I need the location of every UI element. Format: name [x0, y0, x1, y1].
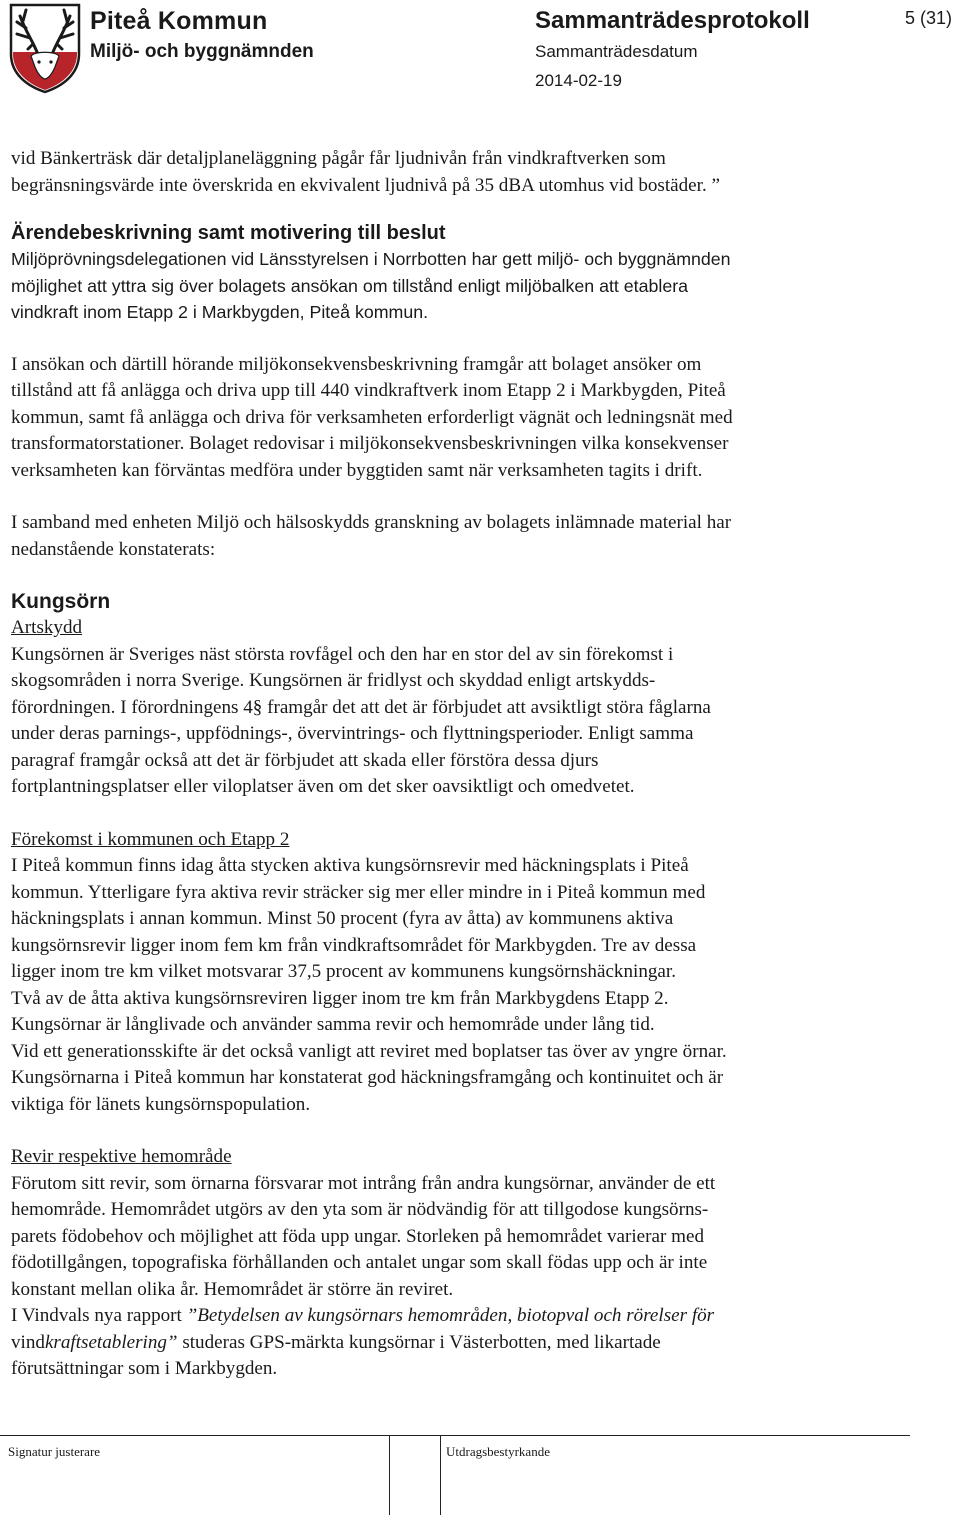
committee-name: Miljö- och byggnämnden: [90, 41, 314, 62]
forekomst-paragraph: [11, 853, 951, 1118]
intro-line: [11, 173, 951, 200]
extract-label: Utdragsbestyrkande: [446, 1444, 550, 1459]
meeting-date: 2014-02-19: [535, 71, 622, 90]
paragraph-line: ligger inom tre km vilket motsvarar 37,5 procent av kommunens kungsörnshäckningar.: [11, 961, 676, 982]
paragraph-line: paragraf framgår också att det är förbjudet att skada eller förstöra dessa djurs: [11, 749, 599, 771]
paragraph-line: [11, 1330, 951, 1357]
intro-line: vid Bänkerträsk där detaljplaneläggning pågår får ljudnivån från vindkraftverken som: [11, 148, 666, 169]
report-rest: studeras GPS-märkta kungsörnar i Västerbotten, med likartade: [177, 1331, 661, 1353]
paragraph-line: fortplantningsplatser eller viloplatser även om det sker oavsiktligt och omedvetet.: [11, 776, 635, 797]
report-title-italic: kraftsetablering”: [44, 1331, 178, 1353]
report-title: ”Betydelsen av kungsörnars hemområden, biotopval och rörelser för: [186, 1305, 715, 1326]
paragraph-line: parets födobehov och möjlighet att föda upp ungar. Storleken på hemområdet varierar med: [11, 1225, 704, 1247]
paragraph-line: Vid ett generationsskifte är det också vanligt att reviret med boplatser tas över av yngre örnar.: [11, 1040, 727, 1062]
closing-quote: ”: [711, 174, 720, 196]
application-paragraph: [11, 352, 951, 485]
document-type: Sammanträdesprotokoll: [535, 7, 810, 34]
meeting-date-label: Sammanträdesdatum: [535, 42, 698, 61]
paragraph-line: skogsområden i norra Sverige. Kungsörnen är fridlyst och skyddad enligt artskydds-: [11, 670, 656, 691]
paragraph-line: Två av de åtta aktiva kungsörnsreviren ligger inom tre km från Markbygdens Etapp 2.: [11, 987, 669, 1009]
report-prefix: I Vindvals nya rapport: [11, 1305, 187, 1326]
paragraph-line: Kungsörnar är långlivade och använder samma revir och hemområde under lång tid.: [11, 1014, 655, 1035]
paragraph-line: födotillgången, topografiska förhållanden och antalet ungar som skall födas upp och är inte: [11, 1252, 708, 1273]
paragraph-line: Kungsörnarna i Piteå kommun har konstaterat god häckningsframgång och kontinuitet och är: [11, 1067, 724, 1088]
paragraph-line: hemområde. Hemområdet utgörs av den yta som är nödvändig för att tillgodose kungsörns-: [11, 1199, 709, 1220]
footer-divider: [389, 1435, 390, 1515]
paragraph-line: kommun. Ytterligare fyra aktiva revir sträcker sig mer eller mindre in i Piteå kommun med: [11, 881, 706, 903]
artskydd-paragraph: [11, 642, 951, 801]
paragraph-line: [11, 1303, 951, 1330]
intro-text: begränsningsvärde inte överskrida en ekvivalent ljudnivå på 35 dBA utomhus vid bostäder.: [11, 174, 707, 196]
delegation-paragraph: [11, 246, 951, 326]
paragraph-line: Miljöprövningsdelegationen vid Länsstyrelsen i Norrbotten har gett miljö- och byggnämnden: [11, 249, 731, 269]
section-heading: Ärendebeskrivning samt motivering till beslut: [11, 222, 446, 244]
paragraph-line: förutsättningar som i Markbygden.: [11, 1358, 278, 1379]
paragraph-line: kungsörnsrevir ligger inom fem km från vindkraftsområdet för Markbygden. Tre av dessa: [11, 934, 697, 956]
document-body: [11, 146, 951, 1383]
organization-block: [90, 6, 314, 64]
organization-name: Piteå Kommun: [90, 7, 268, 35]
report-title-cont: vind: [11, 1331, 45, 1353]
paragraph-line: nedanstående konstaterats:: [11, 538, 216, 560]
revir-title: Revir respektive hemområde: [11, 1146, 232, 1167]
page-number: 5 (31): [904, 8, 952, 28]
paragraph-line: förordningen. I förordningens 4§ framgår det att det är förbjudet att avsiktligt störa fåglarna: [11, 696, 711, 718]
signature-label: Signatur justerare: [8, 1444, 101, 1459]
paragraph-line: vindkraft inom Etapp 2 i Markbygden, Piteå kommun.: [11, 302, 429, 322]
paragraph-line: konstant mellan olika år. Hemområdet är större än reviret.: [11, 1278, 454, 1300]
paragraph-line: under deras parnings-, uppfödnings-, övervintrings- och flyttningsperioder. Enligt samma: [11, 723, 694, 744]
paragraph-line: verksamheten kan förväntas medföra under byggtiden samt när verksamheten tagits i drift.: [11, 459, 703, 481]
paragraph-line: I Piteå kommun finns idag åtta stycken aktiva kungsörnsrevir med häckningsplats i Piteå: [11, 855, 689, 876]
paragraph-line: viktiga för länets kungsörnspopulation.: [11, 1093, 311, 1115]
paragraph-line: häckningsplats i annan kommun. Minst 50 procent (fyra av åtta) av kommunens aktiva: [11, 908, 674, 929]
footer-divider: [440, 1435, 441, 1515]
paragraph-line: Förutom sitt revir, som örnarna försvarar mot intrång från andra kungsörnar, använder de ett: [11, 1172, 716, 1194]
revir-paragraph: [11, 1171, 951, 1383]
page-header: [0, 0, 960, 110]
paragraph-line: Kungsörnen är Sveriges näst största rovfågel och den har en stor del av sin förekomst i: [11, 643, 674, 665]
artskydd-title: Artskydd: [11, 617, 83, 638]
paragraph-line: möjlighet att yttra sig över bolagets ansökan om tillstånd enligt miljöbalken att etablera: [11, 275, 689, 296]
paragraph-line: I samband med enheten Miljö och hälsoskydds granskning av bolagets inlämnade material har: [11, 512, 732, 533]
paragraph-line: transformatorstationer. Bolaget redovisar i miljökonsekvensbeskrivningen vilka konsekvenser: [11, 433, 729, 454]
paragraph-line: I ansökan och därtill hörande miljökonsekvensbeskrivning framgår att bolaget ansöker om: [11, 353, 702, 375]
footer-rule: [0, 1435, 910, 1436]
subheading-kungsorn: Kungsörn: [11, 590, 111, 613]
forekomst-title: Förekomst i kommunen och Etapp 2: [11, 828, 290, 850]
review-paragraph: [11, 510, 951, 563]
coat-of-arms-logo: [8, 2, 82, 94]
paragraph-line: kommun, samt få anlägga och driva för verksamheten erforderligt vägnät och ledningsnät med: [11, 406, 733, 428]
protocol-block: [535, 6, 810, 92]
paragraph-line: tillstånd att få anlägga och driva upp till 440 vindkraftverk inom Etapp 2 i Markbygden, Piteå: [11, 380, 726, 401]
page-footer: [0, 1432, 960, 1516]
